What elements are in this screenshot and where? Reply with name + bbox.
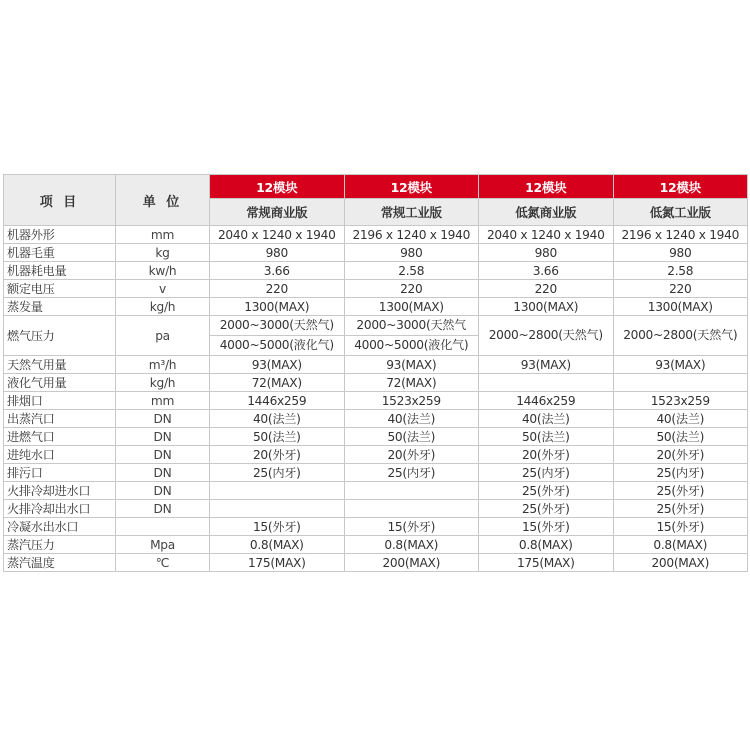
spec-value: 20(外牙) [613,446,748,464]
spec-item-label: 机器毛重 [4,244,116,262]
spec-value: 25(外牙) [613,482,748,500]
spec-value: 15(外牙) [479,518,614,536]
spec-value: 40(法兰) [210,410,345,428]
spec-value: 1446x259 [210,392,345,410]
spec-value [344,500,479,518]
spec-item-label: 蒸发量 [4,298,116,316]
spec-value: 2040 x 1240 x 1940 [479,226,614,244]
table-row [4,298,748,316]
spec-item-label: 冷凝水出水口 [4,518,116,536]
spec-value: 50(法兰) [344,428,479,446]
spec-value: 200(MAX) [613,554,748,572]
model-module-header: 12模块 [344,175,479,199]
model-version-header: 常规工业版 [344,199,479,226]
spec-item-label: 出蒸汽口 [4,410,116,428]
spec-value: 0.8(MAX) [210,536,345,554]
spec-value: 1300(MAX) [613,298,748,316]
spec-value: 0.8(MAX) [613,536,748,554]
table-row [4,244,748,262]
spec-unit: mm [116,392,210,410]
spec-value: 15(外牙) [344,518,479,536]
spec-item-label: 机器外形 [4,226,116,244]
spec-value: 980 [479,244,614,262]
spec-value: 93(MAX) [344,356,479,374]
spec-item-label: 火排冷却进水口 [4,482,116,500]
spec-value: 3.66 [210,262,345,280]
spec-value: 2196 x 1240 x 1940 [613,226,748,244]
spec-value: 50(法兰) [613,428,748,446]
spec-value: 980 [210,244,345,262]
spec-value: 1523x259 [344,392,479,410]
spec-value: 20(外牙) [344,446,479,464]
spec-value: 2040 x 1240 x 1940 [210,226,345,244]
table-row [4,554,748,572]
spec-unit [116,518,210,536]
spec-value [344,482,479,500]
spec-item-label: 机器耗电量 [4,262,116,280]
spec-value: 25(内牙) [344,464,479,482]
model-module-header: 12模块 [613,175,748,199]
model-module-header: 12模块 [479,175,614,199]
spec-value: 25(外牙) [613,500,748,518]
spec-value: 25(内牙) [210,464,345,482]
spec-value [479,374,614,392]
model-version-header: 常规商业版 [210,199,345,226]
spec-value-line: 2000~2800(天然气) [488,328,603,342]
spec-value: 980 [344,244,479,262]
spec-value [613,316,748,356]
table-header [4,175,748,226]
spec-unit: m³/h [116,356,210,374]
spec-unit: v [116,280,210,298]
spec-value: 15(外牙) [613,518,748,536]
spec-item-label: 火排冷却出水口 [4,500,116,518]
spec-value: 50(法兰) [210,428,345,446]
spec-value: 40(法兰) [613,410,748,428]
model-version-header: 低氮工业版 [613,199,748,226]
table-row [4,392,748,410]
spec-unit: pa [116,316,210,356]
spec-value: 40(法兰) [344,410,479,428]
spec-value: 2196 x 1240 x 1940 [344,226,479,244]
spec-value [479,316,614,356]
table-row [4,518,748,536]
spec-value: 0.8(MAX) [344,536,479,554]
spec-value [210,482,345,500]
spec-value [613,374,748,392]
spec-value: 1300(MAX) [344,298,479,316]
spec-value: 175(MAX) [479,554,614,572]
spec-value: 93(MAX) [613,356,748,374]
spec-value: 72(MAX) [344,374,479,392]
spec-value: 3.66 [479,262,614,280]
spec-unit: kw/h [116,262,210,280]
spec-value: 980 [613,244,748,262]
table-body [4,226,748,572]
spec-item-label: 蒸汽压力 [4,536,116,554]
spec-value-line: 2000~2800(天然气) [623,328,738,342]
table-row [4,226,748,244]
spec-unit: mm [116,226,210,244]
spec-value: 20(外牙) [210,446,345,464]
spec-unit: ℃ [116,554,210,572]
spec-item-label: 液化气用量 [4,374,116,392]
spec-item-label: 进燃气口 [4,428,116,446]
spec-unit: DN [116,428,210,446]
spec-unit: kg/h [116,298,210,316]
spec-value: 15(外牙) [210,518,345,536]
spec-value: 72(MAX) [210,374,345,392]
spec-value-line: 2000~3000(天然气) [219,318,334,332]
spec-value: 1523x259 [613,392,748,410]
spec-value [344,316,479,356]
table-row [4,316,748,356]
table-row [4,374,748,392]
spec-table [3,174,748,572]
spec-item-label: 蒸汽温度 [4,554,116,572]
model-version-header: 低氮商业版 [479,199,614,226]
spec-value [210,500,345,518]
model-module-header: 12模块 [210,175,345,199]
spec-value: 175(MAX) [210,554,345,572]
spec-value-line: 4000~5000(液化气) [345,335,479,355]
spec-unit: DN [116,410,210,428]
spec-value: 220 [210,280,345,298]
spec-value: 220 [344,280,479,298]
spec-unit: Mpa [116,536,210,554]
spec-unit: DN [116,464,210,482]
table-row [4,536,748,554]
table-row [4,428,748,446]
spec-value: 200(MAX) [344,554,479,572]
table-row [4,464,748,482]
spec-value [210,316,345,356]
spec-value: 0.8(MAX) [479,536,614,554]
spec-value: 2.58 [344,262,479,280]
table-row [4,280,748,298]
spec-item-label: 排污口 [4,464,116,482]
table-row [4,410,748,428]
table-row [4,446,748,464]
item-column-header: 项 目 [4,175,116,226]
spec-value: 1300(MAX) [210,298,345,316]
spec-value: 25(内牙) [613,464,748,482]
table-row [4,500,748,518]
table-row [4,482,748,500]
spec-value: 25(外牙) [479,500,614,518]
spec-value: 25(外牙) [479,482,614,500]
spec-unit: kg/h [116,374,210,392]
spec-value: 25(内牙) [479,464,614,482]
spec-value: 20(外牙) [479,446,614,464]
spec-item-label: 天然气用量 [4,356,116,374]
spec-unit: DN [116,446,210,464]
spec-value-line: 4000~5000(液化气) [210,335,344,355]
spec-value: 93(MAX) [479,356,614,374]
spec-unit: DN [116,500,210,518]
table-row [4,356,748,374]
spec-item-label: 燃气压力 [4,316,116,356]
spec-value: 50(法兰) [479,428,614,446]
spec-value: 93(MAX) [210,356,345,374]
spec-value: 220 [479,280,614,298]
spec-value-line: 2000~3000(天然气 [356,318,467,332]
spec-value: 1300(MAX) [479,298,614,316]
unit-column-header: 单 位 [116,175,210,226]
spec-unit: kg [116,244,210,262]
spec-unit: DN [116,482,210,500]
spec-value: 2.58 [613,262,748,280]
table-row [4,262,748,280]
spec-value: 1446x259 [479,392,614,410]
spec-item-label: 排烟口 [4,392,116,410]
spec-item-label: 进纯水口 [4,446,116,464]
spec-value: 40(法兰) [479,410,614,428]
spec-item-label: 额定电压 [4,280,116,298]
spec-value: 220 [613,280,748,298]
